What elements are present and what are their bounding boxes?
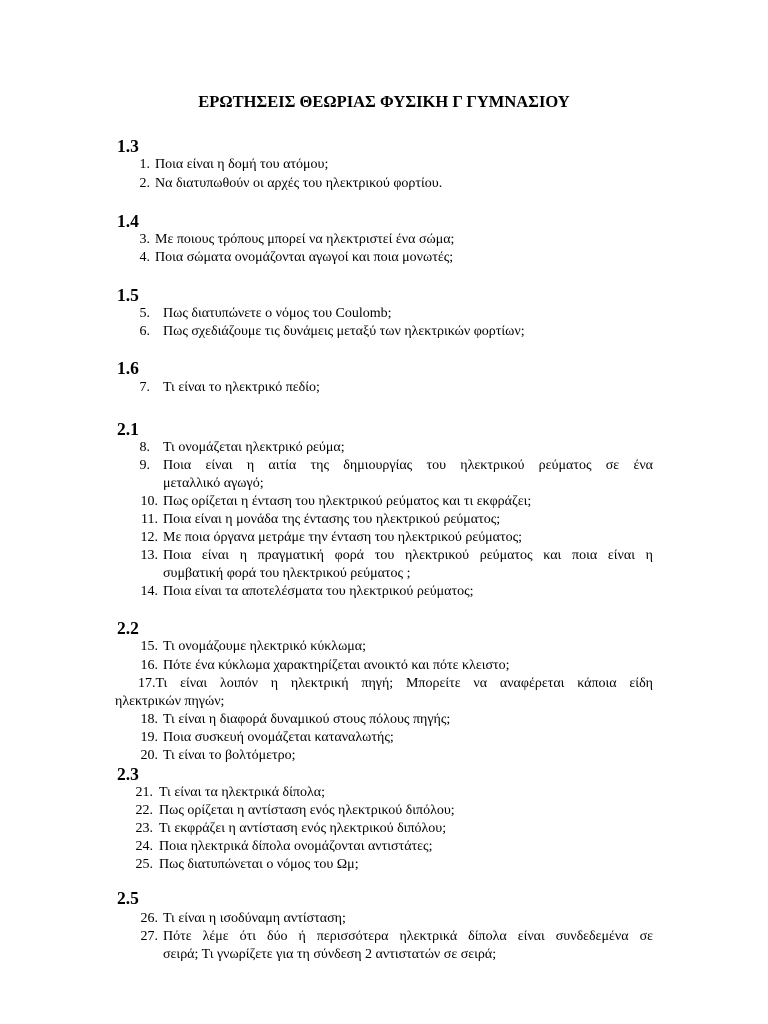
question-9-line-1: Ποια είναι η αιτία της δημιουργίας του ηλεκτρικού ρεύματος σε ένα bbox=[163, 458, 653, 473]
section-heading-2-1: 2.1 bbox=[117, 419, 139, 439]
section-heading-2-5: 2.5 bbox=[117, 888, 139, 908]
section-heading-1-3: 1.3 bbox=[117, 136, 139, 156]
section-heading-1-5: 1.5 bbox=[117, 285, 139, 305]
question-27-line-1: Πότε λέμε ότι δύο ή περισσότερα ηλεκτρικά δίπολα είναι συνδεδεμένα σε bbox=[163, 929, 653, 944]
section-heading-1-6: 1.6 bbox=[117, 358, 139, 378]
question-9-line-2: μεταλλικό αγωγό; bbox=[163, 476, 264, 491]
question-13-line-1: Ποια είναι η πραγματική φορά του ηλεκτρικού ρεύματος και ποια είναι η bbox=[163, 548, 653, 563]
question-27-line-2: σειρά; Τι γνωρίζετε για τη σύνδεση 2 αντιστατών σε σειρά; bbox=[163, 947, 497, 962]
question-17-line-2: ηλεκτρικών πηγών; bbox=[115, 694, 225, 709]
section-heading-2-3: 2.3 bbox=[117, 764, 139, 784]
question-13-line-2: συμβατική φορά του ηλεκτρικού ρεύματος ; bbox=[163, 566, 411, 581]
question-17-line-1: 17.Τι είναι λοιπόν η ηλεκτρική πηγή; Μπορείτε να αναφέρεται κάποια είδη bbox=[138, 676, 653, 691]
document-title: ΕΡΩΤΗΣΕΙΣ ΘΕΩΡΙΑΣ ΦΥΣΙΚΗ Γ ΓΥΜΝΑΣΙΟΥ bbox=[198, 92, 570, 111]
section-heading-1-4: 1.4 bbox=[117, 211, 139, 231]
section-heading-2-2: 2.2 bbox=[117, 618, 139, 638]
